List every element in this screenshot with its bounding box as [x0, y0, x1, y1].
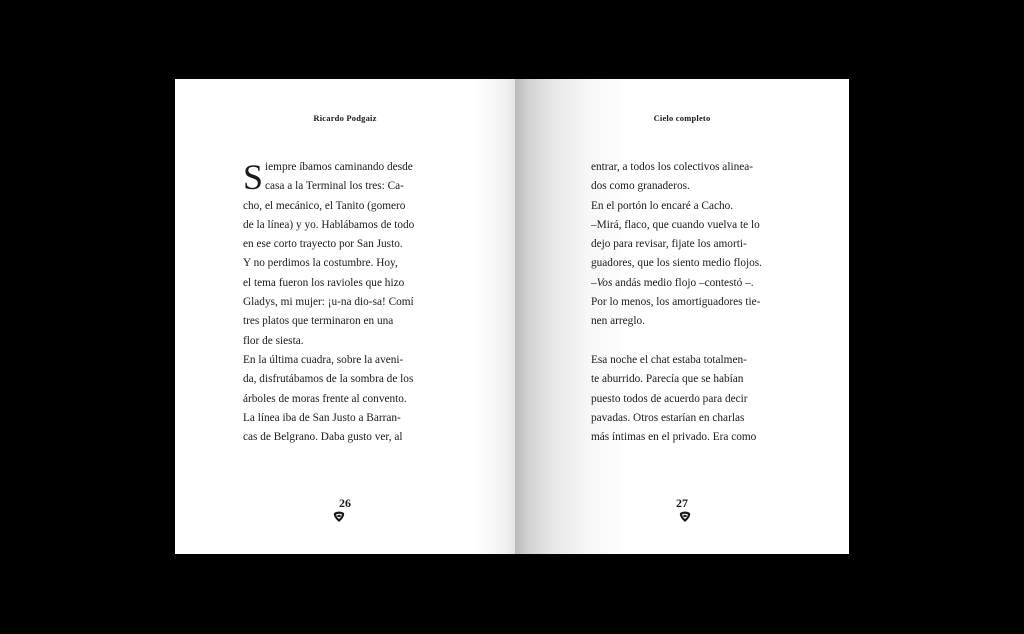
text-line — [591, 274, 781, 293]
text-line: En el portón lo encaré a Cacho. — [591, 199, 734, 212]
text-line: te aburrido. Parecía que se habían — [591, 373, 744, 386]
drop-cap: S — [243, 157, 264, 197]
text-line: Gladys, mi mujer: ¡u-na dio-sa! Comí — [243, 296, 414, 309]
text-line: árboles de moras frente al convento. — [243, 392, 407, 405]
text-line: flor de siesta. — [243, 334, 304, 347]
text-line: de la línea) y yo. Hablábamos de todo — [243, 218, 415, 231]
text-line: Por lo menos, los amortiguadores tie- — [591, 296, 761, 309]
text-line: dos como granaderos. — [591, 180, 690, 193]
left-page — [175, 79, 515, 554]
text-line: –Mirá, flaco, que cuando vuelva te lo — [591, 218, 760, 231]
page-number: 26 — [339, 496, 351, 510]
text-line: cho, el mecánico, el Tanito (gomero — [243, 199, 406, 212]
page-number: 27 — [676, 496, 688, 510]
text-line: en ese corto trayecto por San Justo. — [243, 238, 403, 251]
running-head-title: Cielo completo — [653, 113, 711, 123]
text-line: La línea iba de San Justo a Barran- — [243, 411, 401, 424]
floral-ornament-icon — [332, 511, 346, 523]
dialog-rest: andás medio flojo –contestó –. — [612, 276, 754, 289]
text-line: Y no perdimos la costumbre. Hoy, — [243, 257, 398, 270]
text-line: dejo para revisar, fijate los amorti- — [591, 238, 747, 251]
text-line: pavadas. Otros estarían en charlas — [591, 411, 745, 424]
text-line: casa a la Terminal los tres: Ca- — [265, 180, 404, 193]
left-body-text — [243, 158, 433, 447]
text-line: más íntimas en el privado. Era como — [591, 431, 757, 444]
dialog-dash: – — [591, 276, 597, 289]
floral-ornament-icon — [678, 511, 692, 523]
text-line: cas de Belgrano. Daba gusto ver, al — [243, 431, 403, 444]
text-line: puesto todos de acuerdo para decir — [591, 392, 748, 405]
text-line: da, disfrutábamos de la sombra de los — [243, 373, 414, 386]
text-line: En la última cuadra, sobre la aveni- — [243, 353, 404, 366]
text-line: guadores, que los siento medio flojos. — [591, 257, 762, 270]
paragraph-gap — [591, 332, 781, 351]
text-line: iempre íbamos caminando desde — [265, 161, 413, 173]
text-line: Esa noche el chat estaba totalmen- — [591, 353, 747, 366]
italic-word: Vos — [596, 276, 613, 289]
text-line: el tema fueron los ravioles que hizo — [243, 276, 405, 289]
running-head-author: Ricardo Podgaiz — [313, 113, 377, 123]
right-body-text — [591, 158, 781, 447]
text-line: entrar, a todos los colectivos alinea- — [591, 161, 754, 173]
right-page — [515, 79, 849, 554]
text-line: nen arreglo. — [591, 315, 645, 328]
text-line: tres platos que terminaron en una — [243, 315, 394, 328]
